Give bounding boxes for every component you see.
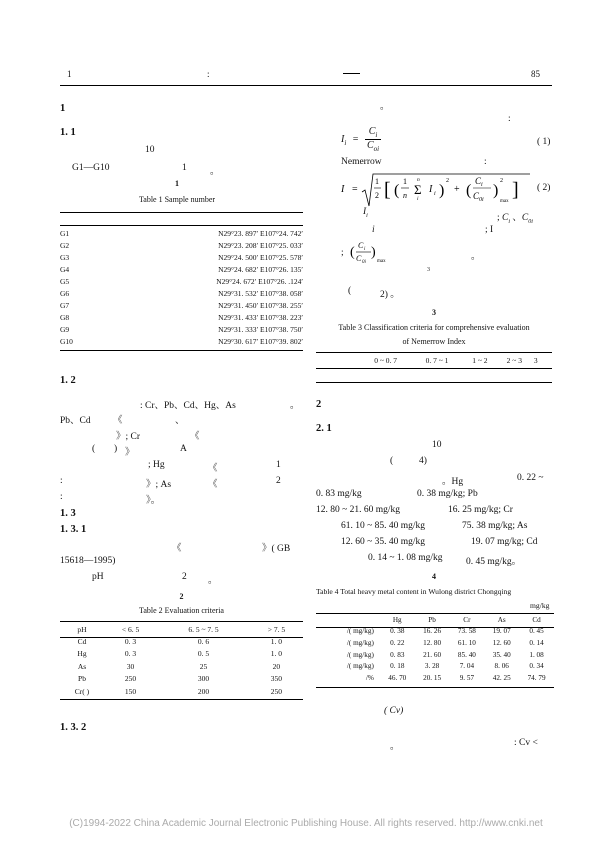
para-text: 《 bbox=[208, 480, 218, 490]
para-text: : bbox=[60, 492, 63, 502]
svg-text:]: ] bbox=[512, 179, 519, 201]
table-cell: 300 bbox=[197, 674, 210, 684]
table-4-title: Table 4 Total heavy metal content in Wulong district Chongqing bbox=[316, 587, 512, 596]
table-cell: 20 bbox=[272, 661, 281, 671]
table-cell: 0. 34 bbox=[529, 662, 544, 671]
para-text: 《 bbox=[172, 544, 182, 554]
table-cell: 12. 60 bbox=[492, 638, 511, 647]
table-cell: Cd bbox=[77, 637, 87, 647]
table-cell: 1. 0 bbox=[270, 637, 283, 647]
svg-text:+: + bbox=[454, 184, 460, 195]
para-text: ; bbox=[341, 248, 344, 258]
table-cell: N29°24. 682′ E107°26. 135′ bbox=[218, 264, 303, 274]
table-cell: 7. 04 bbox=[459, 662, 475, 671]
para-text: 4) bbox=[419, 456, 427, 466]
para-text: Pb、Cd bbox=[60, 416, 91, 426]
table-header-cell: Cr bbox=[463, 615, 471, 624]
table-row bbox=[316, 637, 554, 649]
table-cell: 1. 08 bbox=[529, 650, 544, 659]
para-text: : bbox=[60, 476, 63, 486]
para-text: 《 bbox=[190, 432, 200, 442]
svg-text:): ) bbox=[493, 182, 499, 199]
para-text: 。Hg bbox=[442, 477, 464, 487]
para-text: 75. 38 mg/kg; As bbox=[462, 521, 528, 531]
para-text: ; $C_i$ 、$C_{0i}$ bbox=[497, 213, 533, 225]
equation-2 bbox=[338, 168, 538, 210]
para-text: 》( GB bbox=[262, 544, 291, 554]
table-cell: G1 bbox=[60, 228, 70, 238]
svg-text:C: C bbox=[473, 191, 480, 201]
svg-text:1: 1 bbox=[375, 177, 379, 186]
table-header-cell: Cd bbox=[532, 615, 541, 624]
table-cell: G10 bbox=[60, 337, 73, 347]
section-heading-1-2: 1. 2 bbox=[60, 375, 76, 386]
svg-text:2: 2 bbox=[500, 178, 503, 184]
section-heading-2: 2 bbox=[316, 399, 322, 410]
table-1 bbox=[60, 227, 303, 348]
table-cell: /( mg/kg) bbox=[346, 638, 374, 647]
para-text: 0. 22 ~ bbox=[517, 473, 544, 483]
table-4 bbox=[316, 614, 554, 684]
table-cell: /( mg/kg) bbox=[346, 662, 374, 671]
para-text: 2 bbox=[276, 476, 281, 486]
section-heading-1-3-2: 1. 3. 2 bbox=[60, 722, 87, 733]
table-header-cell: Hg bbox=[392, 615, 402, 624]
section-heading-1: 1 bbox=[60, 103, 66, 114]
table-3-header-rule bbox=[316, 368, 552, 369]
table-cell: 73. 58 bbox=[457, 627, 476, 636]
svg-text:i: i bbox=[364, 247, 366, 252]
table-4-bottom-rule bbox=[316, 687, 554, 688]
table-header-cell: 6. 5 ~ 7. 5 bbox=[188, 624, 219, 634]
running-header-colon: : bbox=[207, 69, 210, 79]
para-text: : Cr、Pb、Cd、Hg、As bbox=[140, 401, 236, 411]
svg-text:C: C bbox=[356, 254, 362, 263]
svg-text:Σ: Σ bbox=[414, 182, 422, 197]
table-header-cell: < 6. 5 bbox=[121, 624, 140, 634]
table-cell: G4 bbox=[60, 264, 70, 274]
table-cell: 1. 0 bbox=[270, 649, 283, 659]
para-text: ( Cv) bbox=[384, 706, 404, 716]
table-cell: N29°30. 617′ E107°39. 802′ bbox=[218, 337, 303, 347]
svg-text:I: I bbox=[429, 184, 433, 195]
para-text: 《 bbox=[113, 416, 123, 426]
table-1-top-rule bbox=[60, 212, 303, 213]
table-cell: 8. 06 bbox=[494, 662, 509, 671]
table-cell: N29°23. 897′ E107°24. 742′ bbox=[218, 228, 303, 238]
svg-text:n: n bbox=[417, 177, 420, 183]
svg-text:0i: 0i bbox=[362, 260, 366, 265]
para-text: pH bbox=[92, 572, 104, 582]
table-header-cell: As bbox=[497, 615, 506, 624]
table-cell: /( mg/kg) bbox=[346, 627, 374, 636]
table-row bbox=[60, 673, 303, 685]
table-cell: 250 bbox=[270, 686, 283, 696]
table-row bbox=[60, 660, 303, 672]
table-cell: 3. 28 bbox=[424, 662, 440, 671]
table-cell: 61. 10 bbox=[457, 638, 476, 647]
para-text: 。 bbox=[208, 576, 218, 586]
table-cell: 0. 14 bbox=[529, 638, 544, 647]
table-1-title: Table 1 Sample number bbox=[138, 195, 216, 204]
table-cell: 350 bbox=[270, 674, 283, 684]
table-3 bbox=[360, 353, 540, 367]
table-2-number: 2 bbox=[179, 592, 184, 601]
table-cell: 46. 70 bbox=[388, 673, 407, 682]
superscript: 3 bbox=[427, 267, 430, 273]
table-cell: 0. 38 bbox=[390, 627, 405, 636]
table-cell: 30 bbox=[126, 661, 135, 671]
svg-text:1: 1 bbox=[403, 177, 407, 186]
para-text: 。 bbox=[210, 167, 220, 177]
para-text: : bbox=[508, 114, 511, 124]
header-dash bbox=[343, 73, 360, 74]
svg-text:C: C bbox=[358, 241, 364, 250]
table-cell: N29°31. 532′ E107°38. 058′ bbox=[218, 289, 303, 299]
para-text: 61. 10 ~ 85. 40 mg/kg bbox=[341, 521, 426, 531]
table-cell: N29°31. 333′ E107°38. 750′ bbox=[218, 325, 303, 335]
table-row bbox=[60, 648, 303, 660]
table-2-bottom-rule bbox=[60, 699, 303, 700]
table-cell: 9. 57 bbox=[459, 673, 475, 682]
table-cell: Hg bbox=[77, 649, 87, 659]
table-2-top-rule bbox=[60, 621, 303, 622]
svg-text:i: i bbox=[434, 191, 436, 197]
table-cell: 0. 45 bbox=[529, 627, 544, 636]
para-text: ( bbox=[348, 286, 352, 296]
table-4-unit: mg/kg bbox=[530, 601, 550, 610]
table-cell: Cr( ) bbox=[74, 686, 90, 696]
table-cell: G9 bbox=[60, 325, 70, 335]
para-text: 15618—1995) bbox=[60, 556, 116, 566]
para-text: 0. 83 mg/kg bbox=[316, 489, 362, 499]
table-row bbox=[60, 324, 303, 336]
table-header-cell: 2 ~ 3 bbox=[506, 355, 522, 365]
table-cell: 20. 15 bbox=[423, 673, 442, 682]
table-cell: 25 bbox=[199, 661, 208, 671]
section-heading-2-1: 2. 1 bbox=[316, 423, 332, 434]
table-2 bbox=[60, 623, 303, 697]
table-row bbox=[60, 685, 303, 697]
table-cell: 0. 83 bbox=[390, 650, 405, 659]
table-cell: 150 bbox=[124, 686, 137, 696]
table-cell: 16. 26 bbox=[423, 627, 442, 636]
table-4-header-rule bbox=[316, 627, 554, 628]
table-cell: 0. 6 bbox=[197, 637, 210, 647]
svg-text:(: ( bbox=[350, 245, 355, 260]
table-cell: 0. 3 bbox=[124, 637, 137, 647]
table-2-title: Table 2 Evaluation criteria bbox=[139, 606, 224, 615]
para-text: 10 bbox=[145, 145, 155, 155]
table-cell: 0. 5 bbox=[197, 649, 210, 659]
table-cell: /% bbox=[365, 673, 374, 682]
para-text: 》; Cr bbox=[116, 432, 141, 442]
para-text: 》。 bbox=[146, 496, 161, 506]
svg-text:I: I bbox=[341, 184, 345, 195]
inline-fraction bbox=[350, 238, 390, 266]
para-text: 》; As bbox=[146, 480, 172, 490]
table-row bbox=[60, 275, 303, 287]
para-text: 。 bbox=[471, 252, 481, 262]
para-text: 16. 25 mg/kg; Cr bbox=[448, 505, 513, 515]
para-text: ) bbox=[114, 444, 118, 454]
svg-text:(: ( bbox=[394, 182, 400, 199]
table-row bbox=[60, 227, 303, 239]
para-text: ; I bbox=[485, 225, 494, 235]
table-header-cell: > 7. 5 bbox=[267, 624, 286, 634]
svg-text:=: = bbox=[352, 184, 358, 195]
table-cell: 19. 07 bbox=[492, 627, 511, 636]
table-cell: As bbox=[77, 661, 87, 671]
para-text: ; Hg bbox=[148, 460, 165, 470]
svg-text:2: 2 bbox=[375, 191, 379, 200]
equation-1-number: ( 1) bbox=[537, 137, 551, 147]
table-row bbox=[60, 263, 303, 275]
para-text: 2 bbox=[182, 572, 187, 582]
table-cell: G6 bbox=[60, 289, 70, 299]
table-cell: G3 bbox=[60, 252, 70, 262]
table-2-header-rule bbox=[60, 637, 303, 638]
table-row bbox=[316, 649, 554, 661]
table-cell: 21. 60 bbox=[423, 650, 442, 659]
running-header-left: 1 bbox=[67, 69, 72, 79]
table-cell: 85. 40 bbox=[457, 650, 476, 659]
table-cell: 42. 25 bbox=[492, 673, 511, 682]
table-cell: N29°24. 500′ E107°25. 578′ bbox=[218, 252, 303, 262]
section-heading-1-3-1: 1. 3. 1 bbox=[60, 524, 87, 535]
para-text: ( bbox=[92, 444, 96, 454]
page-number: 85 bbox=[531, 69, 540, 79]
symbol-I: $I_i$ bbox=[363, 207, 368, 219]
table-row bbox=[60, 300, 303, 312]
equation-2-number: ( 2) bbox=[537, 183, 551, 193]
table-cell: N29°23. 208′ E107°25. 033′ bbox=[218, 240, 303, 250]
para-text: : Cv < bbox=[514, 738, 538, 748]
table-row bbox=[60, 336, 303, 348]
svg-text:(: ( bbox=[466, 182, 472, 199]
table-header-cell bbox=[316, 614, 380, 626]
para-text: 、 bbox=[175, 416, 185, 426]
svg-text:i: i bbox=[417, 196, 419, 202]
table-cell: 200 bbox=[197, 686, 210, 696]
table-row bbox=[60, 287, 303, 299]
table-header-cell: 1 ~ 2 bbox=[472, 355, 488, 365]
table-cell: 0. 18 bbox=[390, 662, 405, 671]
table-header-cell: 0. 7 ~ 1 bbox=[425, 355, 449, 365]
table-header-cell: 0 ~ 0. 7 bbox=[374, 355, 398, 365]
table-1-bottom-rule bbox=[60, 350, 303, 351]
table-cell: Pb bbox=[78, 674, 86, 684]
table-4-number: 4 bbox=[432, 572, 436, 581]
para-text: 0. 14 ~ 1. 08 mg/kg bbox=[368, 553, 443, 563]
para-text: i bbox=[372, 225, 375, 235]
svg-text:2: 2 bbox=[446, 178, 449, 184]
header-rule bbox=[60, 85, 552, 86]
section-heading-1-3: 1. 3 bbox=[60, 508, 76, 519]
para-text: 10 bbox=[432, 440, 442, 450]
table-row bbox=[60, 312, 303, 324]
table-cell: 0. 22 bbox=[390, 638, 405, 647]
svg-text:n: n bbox=[403, 191, 407, 200]
table-1-number: 1 bbox=[175, 179, 179, 188]
table-header-cell: pH bbox=[77, 624, 87, 634]
para-text: 1 bbox=[182, 163, 187, 173]
table-cell: N29°31. 433′ E107°38. 223′ bbox=[218, 313, 303, 323]
table-cell: 0. 3 bbox=[124, 649, 137, 659]
para-text: 12. 60 ~ 35. 40 mg/kg bbox=[341, 537, 426, 547]
table-row bbox=[316, 660, 554, 672]
para-text: 。 bbox=[390, 742, 400, 752]
svg-text:C: C bbox=[475, 176, 482, 186]
para-text: 12. 80 ~ 21. 60 mg/kg bbox=[316, 505, 401, 515]
para-text: 。 bbox=[290, 401, 300, 411]
svg-text:0i: 0i bbox=[479, 197, 484, 203]
table-header-cell: Pb bbox=[428, 615, 436, 624]
svg-text:): ) bbox=[439, 182, 445, 199]
para-text: : bbox=[484, 157, 487, 167]
table-1-header-rule bbox=[60, 225, 303, 226]
table-cell: 35. 40 bbox=[492, 650, 511, 659]
section-heading-1-1: 1. 1 bbox=[60, 127, 76, 138]
equation-1: $I_i$ = $C_i$ $C_{oi}$ bbox=[341, 126, 380, 153]
table-row bbox=[60, 239, 303, 251]
para-text: A bbox=[180, 444, 187, 454]
copyright-footer: (C)1994-2022 China Academic Journal Electronic Publishing House. All rights reserved. http://www.cnki.net bbox=[69, 818, 543, 829]
para-text: 2) 。 bbox=[380, 290, 400, 300]
table-cell: 74. 79 bbox=[527, 673, 546, 682]
para-text: 《 bbox=[208, 464, 218, 474]
table-3-number: 3 bbox=[432, 308, 436, 317]
table-cell: /( mg/kg) bbox=[346, 650, 374, 659]
para-text: G1—G10 bbox=[72, 163, 110, 173]
table-cell: 12. 80 bbox=[423, 638, 442, 647]
para-text: 0. 38 mg/kg; Pb bbox=[417, 489, 478, 499]
table-cell: G7 bbox=[60, 301, 70, 311]
table-3-bottom-rule bbox=[316, 382, 552, 383]
table-3-title-line1: Table 3 Classification criteria for comprehensive evaluation bbox=[338, 323, 530, 332]
svg-text:max: max bbox=[377, 259, 386, 264]
svg-text:[: [ bbox=[384, 179, 391, 201]
table-cell: G2 bbox=[60, 240, 70, 250]
table-cell: N29°24. 672′ E107°26. .124′ bbox=[216, 276, 303, 286]
para-text: ( bbox=[390, 456, 394, 466]
table-cell: G5 bbox=[60, 276, 70, 286]
para-text: 。 bbox=[380, 102, 390, 112]
para-text: 0. 45 mg/kg。 bbox=[466, 557, 522, 567]
svg-text:max: max bbox=[500, 199, 509, 204]
svg-text:): ) bbox=[371, 245, 376, 260]
table-row bbox=[316, 672, 554, 684]
table-header-cell: 3 bbox=[533, 355, 538, 365]
table-cell: N29°31. 450′ E107°38. 255′ bbox=[218, 301, 303, 311]
para-text: 19. 07 mg/kg; Cd bbox=[471, 537, 538, 547]
para-text: Nemerrow bbox=[341, 157, 382, 167]
table-cell: G8 bbox=[60, 313, 70, 323]
para-text: 1 bbox=[276, 460, 281, 470]
table-3-title-line2: of Nemerrow Index bbox=[402, 337, 466, 346]
svg-text:i: i bbox=[481, 182, 483, 188]
table-row bbox=[60, 251, 303, 263]
table-cell: 250 bbox=[124, 674, 137, 684]
para-text: 》 bbox=[125, 448, 135, 458]
